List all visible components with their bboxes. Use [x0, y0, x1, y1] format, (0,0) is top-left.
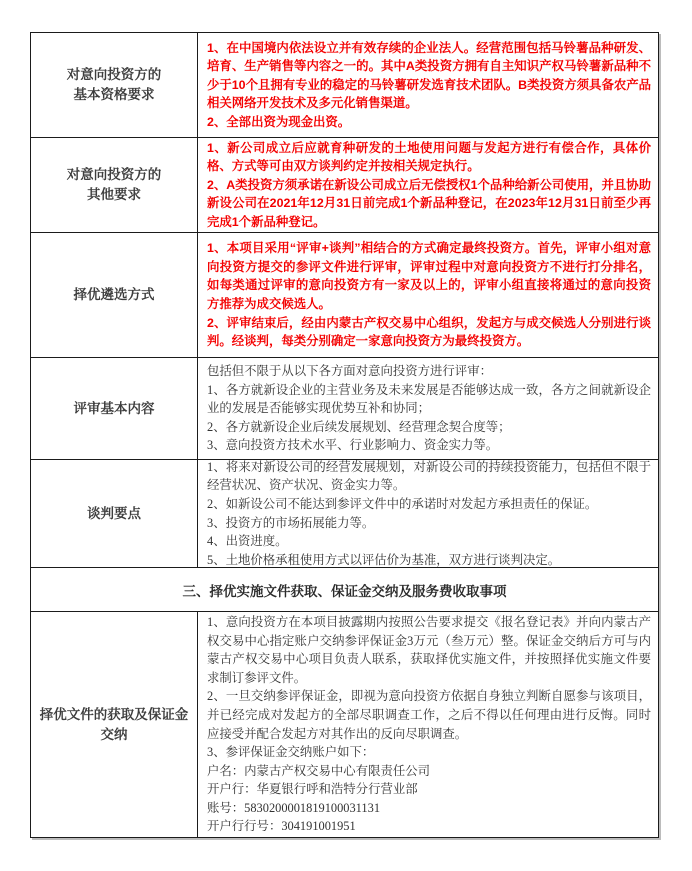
row-content-cell: [198, 33, 658, 137]
section-title: 三、择优实施文件获取、保证金交纳及服务费收取事项: [182, 583, 507, 599]
paragraph: 户名：内蒙古产权交易中心有限责任公司: [207, 763, 431, 778]
row-label-line: 评审基本内容: [73, 400, 155, 416]
paragraph: 2、一旦交纳参评保证金，即视为意向投资方依据自身独立判断自愿参与该项目，并已经完成对发起方的全部尽职调查工作，之后不得以任何理由进行反悔。同时应接受并配合发起方对其作出的反向尽职调查。: [207, 689, 651, 741]
table-row-basic-qualification: [31, 33, 658, 138]
table-row-document-and-deposit: [31, 612, 658, 837]
row-label-line: 对意向投资方的: [66, 67, 162, 82]
row-label-cell: [31, 138, 198, 232]
row-label-line: 交纳: [100, 726, 128, 742]
paragraph: 账号：5830200001819100031131: [207, 800, 381, 815]
row-content-cell: [198, 460, 658, 567]
row-label-cell: [31, 233, 198, 357]
paragraph: 2、如新设公司不能达到参评文件中的承诺时对发起方承担责任的保证。: [207, 496, 598, 511]
paragraph: 5、土地价格承租使用方式以评估价为基准，双方进行谈判决定。: [207, 552, 561, 567]
row-label-cell: [31, 612, 198, 837]
paragraph: 3、投资方的市场拓展能力等。: [207, 515, 375, 530]
row-label-line: 择优遴选方式: [73, 287, 155, 302]
paragraph: 4、出资进度。: [207, 534, 288, 549]
table-row-negotiation-points: [31, 460, 658, 568]
paragraph: 2、A类投资方须承诺在新设公司成立后无偿授权1个品种给新公司使用，并且协助新设公司在2021年12月31日前完成1个新品种登记，在2023年12月31日前至少再完成1个新品种登记。: [207, 177, 652, 229]
table-row-other-requirements: [31, 138, 658, 233]
paragraph: 包括但不限于从以下各方面对意向投资方进行评审：: [207, 364, 492, 379]
selection-criteria-table: [30, 32, 659, 838]
row-label-cell: [31, 460, 198, 567]
paragraph: 2、评审结束后，经由内蒙古产权交易中心组织，发起方与成交候选人分别进行谈判。经谈判，每类分别确定一家意向投资方为最终投资方。: [207, 315, 651, 349]
paragraph: 1、本项目采用“评审+谈判”相结合的方式确定最终投资方。首先，评审小组对意向投资方提交的参评文件进行评审，评审过程中对意向投资方不进行打分排名，如每类通过评审的意向投资方有一家及以上的，评审小组直接将通过的意向投资方推荐为成交候选人。: [207, 241, 651, 311]
row-content-cell: [198, 358, 658, 459]
table-row-review-content: [31, 358, 658, 460]
section-header-row: [31, 568, 658, 612]
paragraph: 1、在中国境内依法设立并有效存续的企业法人。经营范围包括马铃薯品种研发、培育、生产销售等内容之一的。其中A类投资方拥有自主知识产权马铃薯新品种不少于10个且拥有专业的稳定的马铃薯研发选育技术团队。B类投资方须具备农产品相关网络开发技术及多元化销售渠道。: [207, 40, 652, 111]
row-label-line: 对意向投资方的: [66, 167, 162, 182]
row-label-line: 谈判要点: [87, 505, 141, 521]
row-content-cell: [198, 233, 658, 357]
table-row-selection-method: [31, 233, 658, 358]
row-content-cell: [198, 612, 658, 837]
row-content-cell: [198, 138, 658, 232]
paragraph: 开户行行号：304191001951: [207, 819, 356, 834]
paragraph: 开户行：华夏银行呼和浩特分行营业部: [207, 782, 418, 797]
paragraph: 2、各方就新设企业后续发展规划、经营理念契合度等；: [207, 419, 511, 434]
row-label-line: 择优文件的获取及保证金: [39, 706, 189, 722]
paragraph: 1、将来对新设公司的经营发展规划，对新设公司的持续投资能力，包括但不限于经营状况、资产状况、资金实力等。: [207, 460, 651, 493]
row-label-line: 基本资格要求: [73, 87, 155, 102]
paragraph: 1、各方就新设企业的主营业务及未来发展是否能够达成一致，各方之间就新设企业的发展是否能够实现优势互补和协同；: [207, 382, 651, 416]
row-label-cell: [31, 33, 198, 137]
paragraph: 2、全部出资为现金出资。: [207, 114, 351, 129]
paragraph: 1、新公司成立后应就育种研发的土地使用问题与发起方进行有偿合作，具体价格、方式等可由双方谈判约定并按相关规定执行。: [207, 140, 651, 174]
paragraph: 3、参评保证金交纳账户如下：: [207, 745, 375, 760]
paragraph: 1、意向投资方在本项目披露期内按照公告要求提交《报名登记表》并向内蒙古产权交易中心指定账户交纳参评保证金3万元（叁万元）整。保证金交纳后方可与内蒙古产权交易中心项目负责人联系，获取择优实施文件，并按照择优实施文件要求制订参评文件。: [207, 614, 651, 685]
paragraph: 3、意向投资方技术水平、行业影响力、资金实力等。: [207, 438, 499, 453]
row-label-cell: [31, 358, 198, 459]
row-label-line: 其他要求: [87, 187, 141, 202]
